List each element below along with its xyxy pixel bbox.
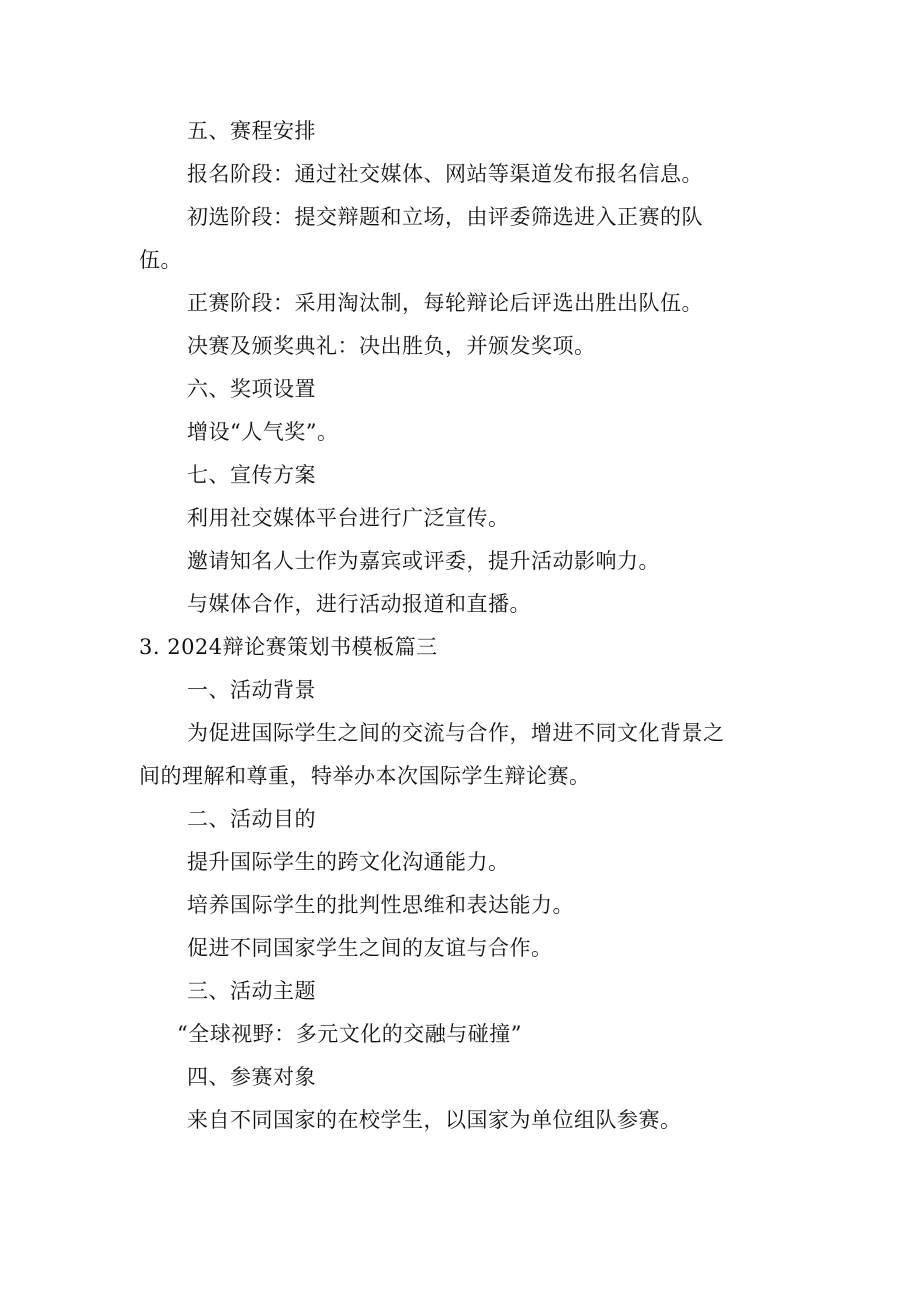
section-heading-schedule: 五、赛程安排 bbox=[187, 119, 316, 143]
paragraph-participants: 来自不同国家的在校学生，以国家为单位组队参赛。 bbox=[187, 1108, 682, 1132]
section-heading-theme: 三、活动主题 bbox=[187, 979, 316, 1003]
paragraph-purpose-communication: 提升国际学生的跨文化沟通能力。 bbox=[187, 850, 510, 874]
paragraph-theme: “全球视野：多元文化的交融与碰撞” bbox=[177, 1022, 522, 1046]
paragraph-purpose-friendship: 促进不同国家学生之间的友谊与合作。 bbox=[187, 936, 553, 960]
paragraph-background-continued: 间的理解和尊重，特举办本次国际学生辩论赛。 bbox=[139, 764, 591, 788]
paragraph-registration-stage: 报名阶段：通过社交媒体、网站等渠道发布报名信息。 bbox=[187, 162, 703, 186]
paragraph-purpose-thinking: 培养国际学生的批判性思维和表达能力。 bbox=[187, 893, 574, 917]
paragraph-popularity-award: 增设“人气奖”。 bbox=[187, 420, 339, 444]
paragraph-final-ceremony: 决赛及颁奖典礼：决出胜负，并颁发奖项。 bbox=[187, 334, 596, 358]
paragraph-main-stage: 正赛阶段：采用淘汰制，每轮辩论后评选出胜出队伍。 bbox=[187, 291, 703, 315]
paragraph-media-cooperation: 与媒体合作，进行活动报道和直播。 bbox=[187, 592, 531, 616]
section-heading-awards: 六、奖项设置 bbox=[187, 377, 316, 401]
section-heading-purpose: 二、活动目的 bbox=[187, 807, 316, 831]
section-heading-background: 一、活动背景 bbox=[187, 678, 316, 702]
paragraph-social-media: 利用社交媒体平台进行广泛宣传。 bbox=[187, 506, 510, 530]
section-heading-participants: 四、参赛对象 bbox=[187, 1065, 316, 1089]
paragraph-background: 为促进国际学生之间的交流与合作，增进不同文化背景之 bbox=[187, 721, 725, 745]
paragraph-preliminary-stage: 初选阶段：提交辩题和立场，由评委筛选进入正赛的队 bbox=[187, 205, 703, 229]
paragraph-invite-guests: 邀请知名人士作为嘉宾或评委，提升活动影响力。 bbox=[187, 549, 660, 573]
paragraph-preliminary-stage-continued: 伍。 bbox=[139, 248, 182, 272]
section-heading-publicity: 七、宣传方案 bbox=[187, 463, 316, 487]
chapter-heading: 3. 2024辩论赛策划书模板篇三 bbox=[139, 635, 438, 659]
